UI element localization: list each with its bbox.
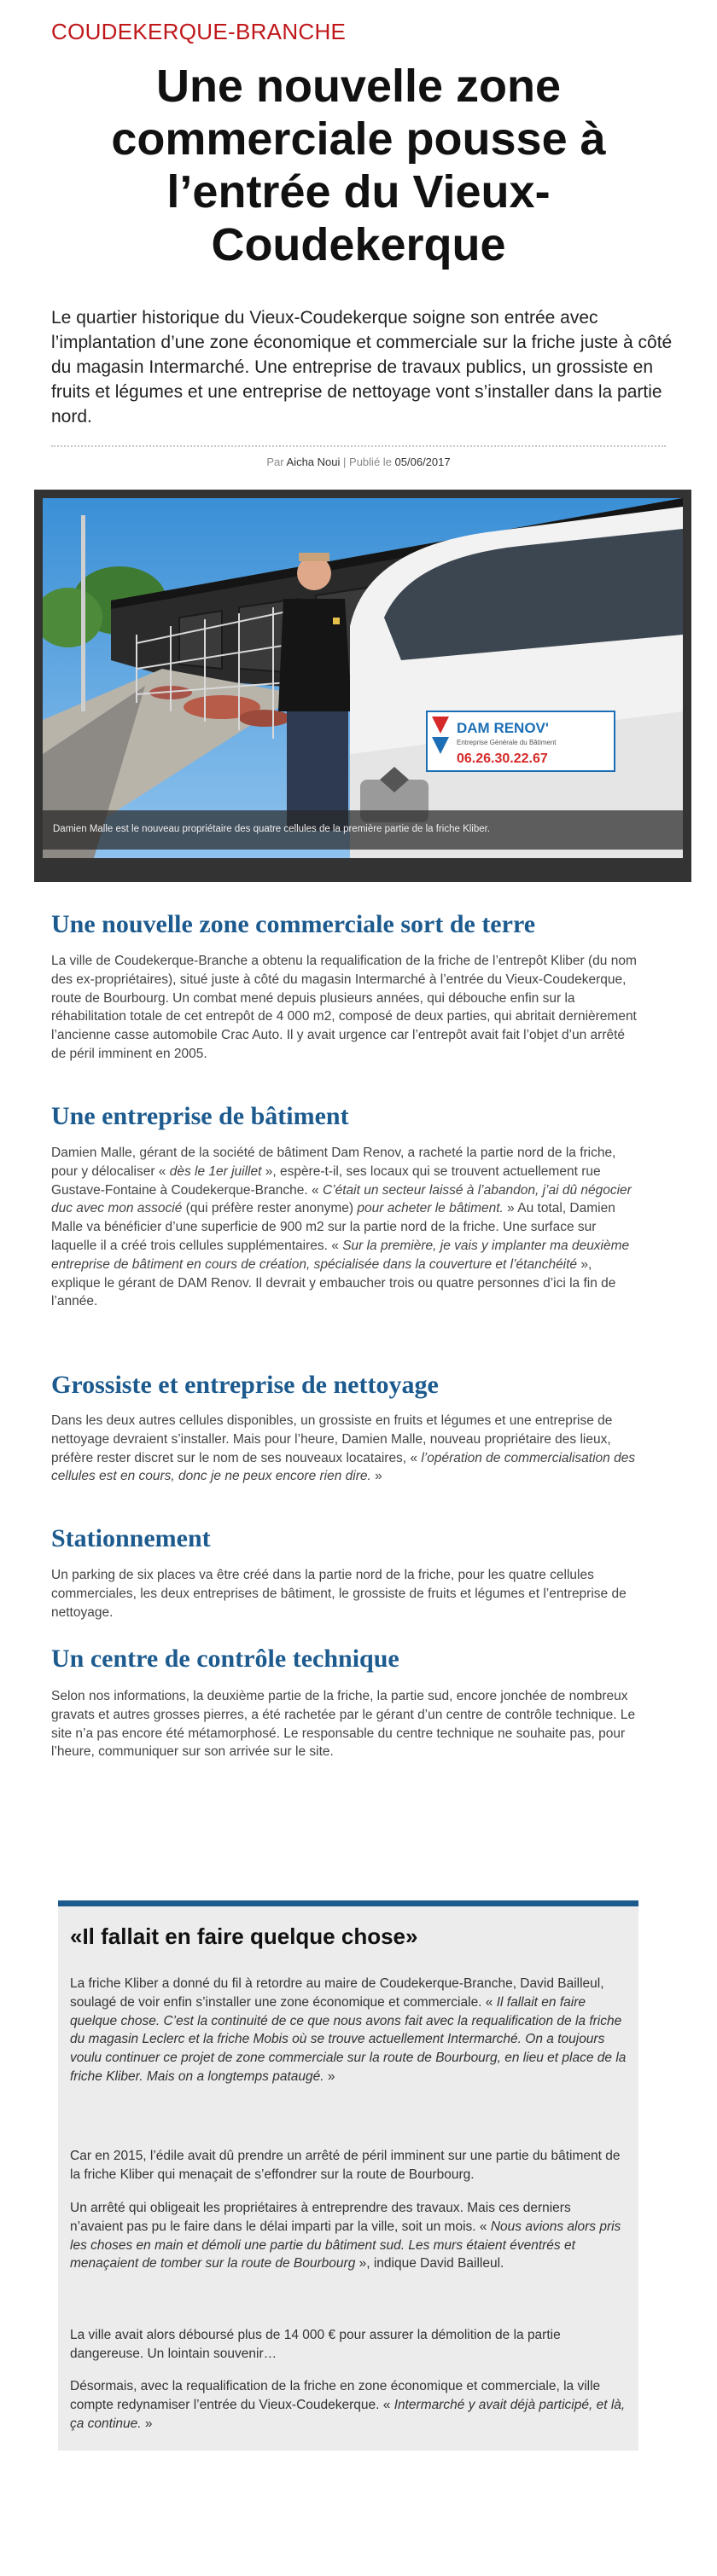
byline	[51, 455, 666, 468]
quote-text: l’opération de commercialisation des cellules est en cours, donc je ne peux encore rien dire.	[51, 1450, 636, 1484]
quote-box-paragraph	[70, 2147, 627, 2184]
quote-box-paragraph	[70, 2199, 627, 2273]
quote-text: Il fallait en faire quelque chose. C’est la continuité de ce que nous avons fait avec la requalification de la friche du magasin Leclerc et la friche Mobis où se trouve actuellement Intermarché. On a toujours voulu continuer ce projet de zone commerciale sur la route de Bourbourg, en lieu et place de la friche Kliber. Mais on a longtemps pataugé.	[70, 1994, 627, 2084]
section-paragraph	[51, 1687, 640, 1761]
byline-date: 05/06/2017	[394, 455, 451, 468]
section-title: Grossiste et entreprise de nettoyage	[51, 1371, 439, 1399]
body-text: », espère-t-il, ses locaux qui se trouvent actuellement rue Gustave-Fontaine à Coudekerque-Branche. «	[51, 1163, 601, 1198]
body-text: », explique le gérant de DAM Renov. Il devrait y embaucher trois ou quatre personnes d’ici la fin de l’année.	[51, 1256, 616, 1309]
section-title: Stationnement	[51, 1524, 211, 1552]
quote-text: dès le 1er juillet	[169, 1163, 262, 1179]
article-photo[interactable]	[34, 490, 691, 882]
body-text: Damien Malle, gérant de la société de bâtiment Dam Renov, a racheté la partie nord de la friche, pour y délocaliser «	[51, 1146, 616, 1179]
quote-text: Nous avions alors pris les choses en main et démoli une partie du bâtiment sud. Les murs étaient éventrés et menaçaient de tomber sur la route de Bourbourg	[70, 2219, 621, 2271]
quote-box-title: «Il fallait en faire quelque chose»	[70, 1923, 418, 1949]
quote-box-paragraph	[70, 1975, 627, 2086]
quote-box	[58, 1900, 638, 2451]
article-kicker[interactable]: COUDEKERQUE-BRANCHE	[51, 19, 347, 44]
quote-text: Sur la première, je vais y implanter ma deuxième entreprise de bâtiment en cours de création, spécialisée dans la couverture et l’étanchéité	[51, 1238, 630, 1272]
divider	[51, 445, 666, 447]
body-text: »	[141, 2416, 153, 2431]
byline-author[interactable]: Aicha Noui	[286, 455, 341, 468]
body-text: », indique David Bailleul.	[355, 2256, 504, 2271]
headline-line: commerciale pousse à	[111, 113, 606, 165]
article-lead: Le quartier historique du Vieux-Coudekerque soigne son entrée avec l’implantation d’une zone économique et commerciale sur la friche juste à côté du magasin Intermarché. Une entreprise de travaux publics, un grossiste en fruits et légumes et une entreprise de nettoyage vont s’installer dans la partie nord.	[51, 308, 673, 426]
byline-by-label: Par	[266, 455, 284, 468]
quote-text: pour acheter le bâtiment.	[357, 1201, 504, 1216]
lamp-post	[81, 515, 85, 711]
section-paragraph	[51, 1412, 640, 1486]
byline-published-label: Publié le	[349, 455, 392, 468]
van-tagline: Entreprise Générale du Bâtiment	[457, 739, 557, 746]
photo-illustration	[43, 498, 683, 858]
van-brand: DAM RENOV'	[457, 720, 549, 736]
body-text: Un parking de six places va être créé dans la partie nord de la friche, pour les quatre cellules commerciales, les deux entreprises de bâtiment, le grossiste de fruits et légumes et l’entreprise de nettoyage.	[51, 1568, 627, 1620]
headline-line: Coudekerque	[211, 219, 506, 270]
body-text: » Au total, Damien Malle va bénéficier d’une superficie de 900 m2 sur la partie nord de la friche. Une surface sur laquelle il a créé trois cellules supplémentaires. «	[51, 1201, 615, 1253]
headline-line: Une nouvelle zone	[155, 61, 562, 112]
body-text: (qui préfère rester anonyme)	[182, 1201, 358, 1216]
byline-separator: |	[343, 455, 347, 468]
body-text: Un arrêté qui obligeait les propriétaires à entreprendre des travaux. Mais ces derniers n’avaient pas pu le faire dans le délai imparti par la ville, soit un mois. «	[70, 2201, 571, 2234]
quote-box-paragraph	[70, 2377, 627, 2433]
body-text: »	[370, 1469, 382, 1484]
body-text: Désormais, avec la requalification de la friche en zone économique et commerciale, la ville compte redynamiser l’entrée du Vieux-Coudekerque. «	[70, 2379, 601, 2412]
section-paragraph	[51, 1566, 640, 1622]
body-text: Dans les deux autres cellules disponibles, un grossiste en fruits et légumes et une entreprise de nettoyage devraient s’installer. Mais pour l’heure, Damien Malle, nouveau propriétaire des lieux, préfère rester discret sur le nom de ses nouveaux locataires, «	[51, 1413, 613, 1465]
body-text: La ville avait alors déboursé plus de 14 000 € pour assurer la démolition de la partie dangereuse. Un lointain souvenir…	[70, 2328, 561, 2361]
section-paragraph	[51, 952, 640, 1064]
body-text: »	[324, 2068, 335, 2084]
body-text: La ville de Coudekerque-Branche a obtenu la requalification de la friche de l’entrepôt Kliber (du nom des ex-propriétaires), situé juste à côté du magasin Intermarché à l’entrée du Vieux-Coudekerque, route de Bourbourg. Un combat mené depuis plusieurs années, qui débouche enfin sur la réhabilitation totale de cet entrepôt de 4 000 m2, composé de deux parties, qui abritait dernièrement l’ancienne casse automobile Crac Auto. Il y avait urgence car l’entrepôt avait fait l’objet d’un arrêté de péril imminent en 2005.	[51, 954, 637, 1061]
quote-box-paragraph	[70, 2326, 627, 2364]
article-headline	[51, 60, 666, 271]
section-title: Un centre de contrôle technique	[51, 1645, 399, 1673]
van-phone: 06.26.30.22.67	[457, 751, 548, 766]
quote-text: C’était un secteur laissé à l’abandon, j’ai dû négocier duc avec mon associé	[51, 1182, 632, 1216]
headline-line: l’entrée du Vieux-	[166, 166, 551, 218]
body-text: Selon nos informations, la deuxième partie de la friche, la partie sud, encore jonchée de nombreux gravats et autres grosses pierres, a été rachetée par le gérant d’un centre de contrôle technique. Le site n’a pas encore été métamorphosé. Le responsable du centre technique ne souhaite pas, pour l’heure, communiquer sur son arrivée sur le site.	[51, 1689, 636, 1760]
quote-text: Intermarché y avait déjà participé, et là, ça continue.	[70, 2397, 626, 2431]
body-text: La friche Kliber a donné du fil à retordre au maire de Coudekerque-Branche, David Bailleul, soulagé de voir enfin s’installer une zone économique et commerciale. «	[70, 1976, 604, 2010]
photo-caption: Damien Malle est le nouveau propriétaire des quatre cellules de la première partie de la friche Kliber.	[43, 810, 683, 850]
section-title: Une nouvelle zone commerciale sort de terre	[51, 910, 536, 938]
body-text: Car en 2015, l’édile avait dû prendre un arrêté de péril imminent sur une partie du bâtiment de la friche Kliber qui menaçait de s’effondrer sur la route de Bourbourg.	[70, 2149, 621, 2182]
section-title: Une entreprise de bâtiment	[51, 1102, 349, 1130]
section-paragraph	[51, 1144, 640, 1311]
